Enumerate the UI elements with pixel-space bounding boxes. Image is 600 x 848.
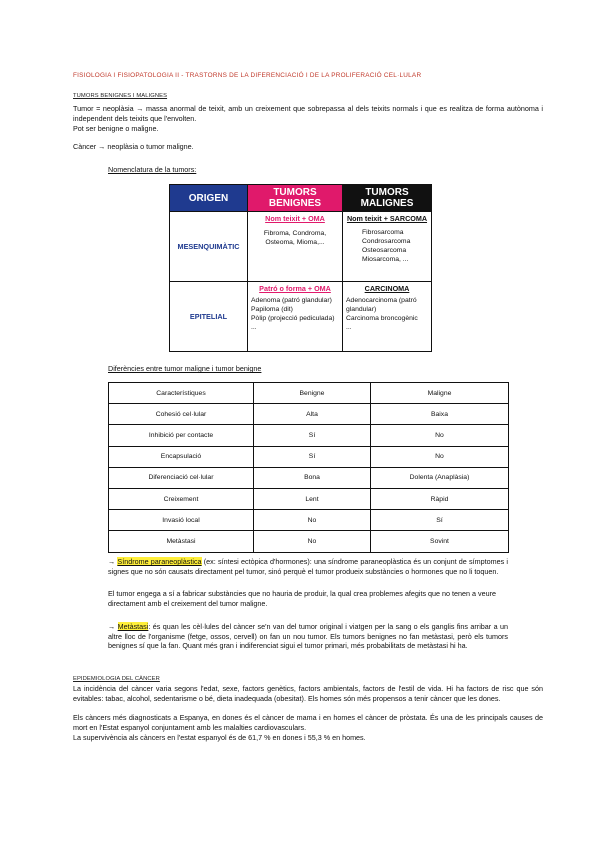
list-item: Papiloma (dit) [251,306,293,313]
list-item: Pòlip (projecció pediculada) [251,315,335,322]
table-header-row [109,383,509,404]
origin-mesenchymal: MESENQUIMÀTIC [170,212,248,282]
table-cell: No [254,531,371,552]
list-item: Miosarcoma, ... [362,256,409,263]
paraneoplastic-paragraph [108,557,508,576]
differences-title: Diferències entre tumor maligne i tumor benigne [108,364,262,373]
table-cell: Ràpid [371,488,509,509]
table-cell: Sí [371,510,509,531]
origin-header: ORIGEN [170,185,248,212]
list-item: Adenocarcinoma (patró glandular) [346,297,417,313]
list-item: Carcinoma broncogènic [346,315,418,322]
origin-table [169,184,431,352]
table-cell: Lent [254,488,371,509]
table-cell: Sovint [371,531,509,552]
list-item: Fibrosarcoma [362,229,404,236]
table-row [109,404,509,425]
table-row [109,488,509,509]
list-item: ... [346,324,352,331]
header-cell: Maligne [371,383,509,404]
table-cell: Dolenta (Anaplàsia) [371,467,509,488]
tumor-definition: Tumor = neoplàsia → massa anormal de teixit, amb un creixement que sobrepassa al dels teixits normals i que es realitza de forma autònoma i independent dels teixits que l'envolten. [73,104,543,123]
header-cell: Benigne [254,383,371,404]
paraneoplastic-text: (ex: síntesi ectòpica d'hormones): una síndrome paraneoplàstica és un conjunt de símptomes i signes que no són causats directament pel tumor, sinó perquè el tumor produeix substàncies o hormones que no li toquen. [108,557,508,576]
table-row [109,510,509,531]
benign-or-malign-text: Pot ser benigne o maligne. [73,124,159,133]
benign-epithelial-rule: Patró o forma + OMA [259,284,331,293]
table-cell: Invasió local [109,510,254,531]
table-cell: Alta [254,404,371,425]
table-cell: Baixa [371,404,509,425]
table-cell: Bona [254,467,371,488]
table-cell: Sí [254,425,371,446]
metastasis-paragraph [108,622,508,651]
benign-mesenchymal-cell [248,212,343,282]
table-cell: No [254,510,371,531]
metastasis-term: Metàstasi [117,622,149,631]
list-item: Osteoma, Mioma,... [265,239,325,246]
table-row [109,467,509,488]
arrow-icon: → [108,557,116,566]
epidemiology-paragraph-2: Els càncers més diagnosticats a Espanya, en dones és el càncer de mama i en homes el càncer de pròstata. És una de les principals causes de mort en l'Estat espanyol conjuntament amb les malalties cardiovasculars. [73,713,543,732]
malign-mesenchymal-cell [343,212,432,282]
table-cell: Inhibició per contacte [109,425,254,446]
section-title-epidemiology: EPIDEMIOLOGIA DEL CÀNCER [73,676,160,682]
table-row [109,446,509,467]
paraneoplastic-paragraph-2: El tumor engega a sí a fabricar substàncies que no hauria de produir, la qual crea problemes afegits que no tenen a veure directament amb el creixement del tumor maligne. [108,589,496,608]
section-title-tumors: TUMORS BENIGNES I MALIGNES [73,93,168,99]
table-cell: Diferenciació cel·lular [109,467,254,488]
table-cell: Creixement [109,488,254,509]
table-cell: Metàstasi [109,531,254,552]
malign-mesenchymal-rule: Nom teixit + SARCOMA [346,214,428,223]
table-cell: No [371,425,509,446]
list-item: Osteosarcoma [362,247,407,254]
document-header: FISIOLOGIA I FISIOPATOLOGIA II - TRASTORNS DE LA DIFERENCIACIÓ I DE LA PROLIFERACIÓ CEL·LULAR [73,72,422,79]
malign-epithelial-cell [343,282,432,352]
paraneoplastic-term: Síndrome paraneoplàstica [117,557,202,566]
malign-header: TUMORS MALIGNES [343,185,432,212]
table-cell: No [371,446,509,467]
benign-epithelial-cell [248,282,343,352]
benign-header: TUMORS BENIGNES [248,185,343,212]
arrow-icon: → [108,622,116,631]
origin-epithelial: EPITELIAL [170,282,248,352]
list-item: ... [251,324,257,331]
header-cell: Característiques [109,383,254,404]
table-cell: Encapsulació [109,446,254,467]
differences-table [108,382,508,553]
cancer-definition: Càncer → neoplàsia o tumor maligne. [73,142,194,151]
table-cell: Cohesió cel·lular [109,404,254,425]
list-item: Fibroma, Condroma, [263,230,327,237]
table-row [109,425,509,446]
epidemiology-paragraph-1: La incidència del càncer varia segons l'edat, sexe, factors genètics, factors ambientals, factors de l'estil de vida. Hi ha factors de risc que són evitables: tabac, alcohol, sedentarisme o bé, dieta inadequada (obesitat). Els homes són més propensos a tenir càncer que les dones. [73,684,543,703]
list-item: Adenoma (patró glandular) [251,297,332,304]
malign-epithelial-rule: CARCINOMA [364,284,410,293]
epidemiology-paragraph-3: La supervivència als càncers en l'estat espanyol és de 61,7 % en dones i 55,3 % en homes. [73,733,366,742]
metastasis-text: : és quan les cèl·lules del càncer se'n van del tumor original i viatgen per la sang o els ganglis fins arribar a un altre lloc de l'organisme (fetge, ossos, cervell) on fan un nou tumor. Els tumors benignes no fan metàstasi, però els tumors benignes sí que la fan. Quant més gran i indiferenciat sigui el tumor primari, més probabilitats de metàstasi hi ha. [108,622,508,651]
list-item: Condrosarcoma [362,238,411,245]
table-row [109,531,509,552]
nomenclature-label: Nomenclatura de la tumors: [108,165,197,174]
benign-mesenchymal-rule: Nom teixit + OMA [265,214,325,223]
table-cell: Sí [254,446,371,467]
